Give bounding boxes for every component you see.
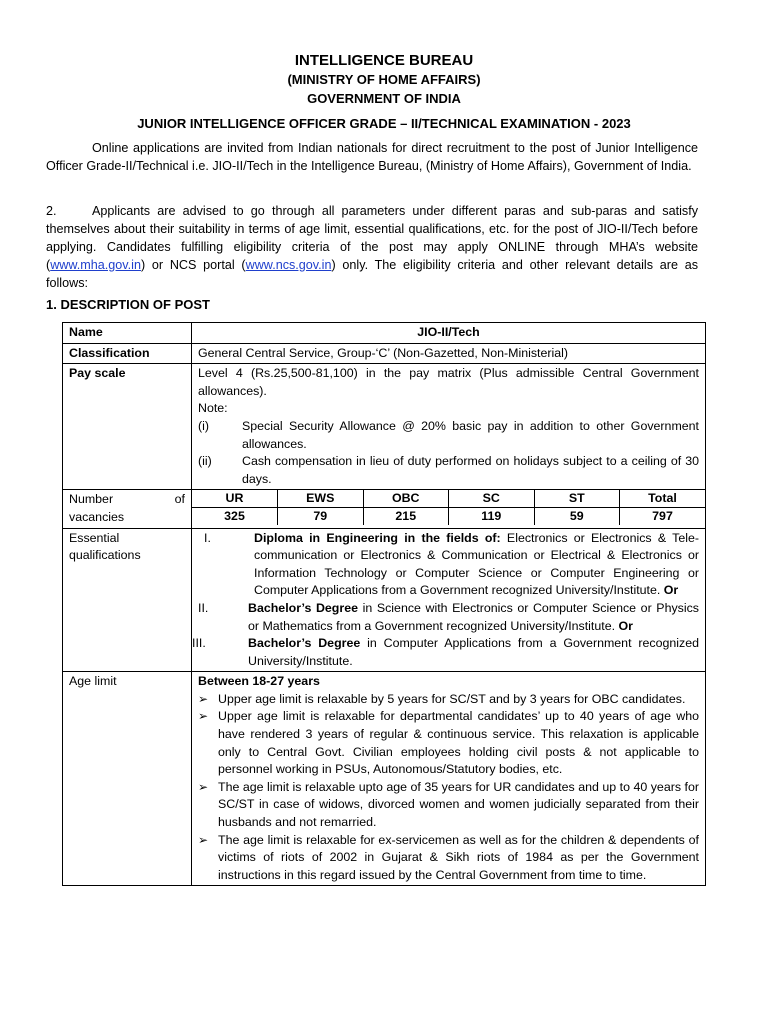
qualification-bold: Diploma in Engineering in the fields of: [254, 530, 501, 545]
vacancy-header: UR [192, 490, 278, 508]
age-limit-cell [192, 672, 706, 886]
arrow-bullet-icon: ➢ [198, 832, 209, 847]
paragraph-number: 2. [46, 204, 57, 218]
qualification-text: Electronics or Electronics & Tele-communication or Electronics & Communication or Electrical & Electronics or Information Technology or Computer Science or Computer Engineering or Computer Applications from a Government recognized University/Institute. [254, 530, 699, 598]
vacancies-cell [192, 490, 706, 528]
vacancies-label-b: of [174, 492, 185, 507]
arrow-bullet-icon: ➢ [198, 691, 209, 706]
government-title: GOVERNMENT OF INDIA [307, 91, 461, 106]
age-limit-label: Age limit [63, 672, 192, 886]
paragraph-2-text-a: Applicants are advised to go through all parameters under different paras and sub-paras and satisfy themselves about their suitability in terms of age limit, essential qualifications, etc. for the post of JIO-II/Tech before applying. Candidates fulfilling eligibility criteria of the post may apply ONLINE through MHA’s website ( [46, 204, 698, 272]
paragraph-2 [46, 202, 698, 292]
paragraph-2-text-c: ) only. The eligibility criteria and other relevant details are as follows: [46, 258, 698, 290]
paragraph-2-text-b: ) or NCS portal ( [140, 258, 246, 272]
vacancy-header: ST [534, 490, 620, 508]
note-item [198, 418, 699, 453]
qualification-text: in Science with Electronics or Computer Science or Physics or Mathematics from a Government recognized University/Institute. [248, 600, 699, 633]
vacancy-value-row [192, 508, 705, 526]
intro-paragraph [46, 139, 698, 175]
qualifications-label: Essential qualifications [63, 528, 192, 672]
exam-title: JUNIOR INTELLIGENCE OFFICER GRADE – II/TECHNICAL EXAMINATION - 2023 [137, 116, 631, 131]
arrow-bullet-icon: ➢ [198, 709, 209, 724]
note-number: (i) [198, 418, 210, 433]
vacancies-label-c: vacancies [69, 509, 125, 524]
qualification-number: I. [204, 530, 211, 545]
table-row [63, 490, 706, 528]
intro-text: Online applications are invited from Indian nationals for direct recruitment to the post of Junior Intelligence Officer Grade-II/Technical i.e. JIO-II/Tech in the Intelligence Bureau, (Ministry of Home Affairs), Government of India. [46, 141, 698, 173]
list-item: ➢ The age limit is relaxable for ex-servicemen as well as for the children & dependents of victims of riots of 2002 in Gujarat & Sikh riots of 1984 as per the Government instructions in this regard issued by the Central Government from time to time. [198, 832, 699, 885]
note-text: Special Security Allowance @ 20% basic pay in addition to other Government allowances. [242, 418, 699, 451]
vacancy-value: 215 [363, 508, 449, 526]
vacancy-value: 79 [278, 508, 364, 526]
list-item: ➢ The age limit is relaxable upto age of 35 years for UR candidates and up to 40 years for SC/ST in case of widows, divorced women and women judicially separated from their husbands and not remarried. [198, 779, 699, 832]
name-label: Name [63, 323, 192, 344]
qualification-item [198, 600, 699, 635]
name-value: JIO-II/Tech [192, 323, 706, 344]
qualification-bold: Bachelor’s Degree [248, 636, 361, 651]
vacancy-header-row [192, 490, 705, 508]
qualification-item [198, 530, 699, 600]
vacancy-header: SC [449, 490, 535, 508]
qualifications-cell [192, 528, 706, 672]
vacancy-header: OBC [363, 490, 449, 508]
vacancy-header: EWS [278, 490, 364, 508]
vacancies-table [192, 490, 705, 525]
table-row [63, 364, 706, 490]
ministry-title: (MINISTRY OF HOME AFFAIRS) [287, 72, 481, 87]
age-heading: Between 18-27 years [198, 674, 320, 689]
table-row [63, 672, 706, 886]
qualification-number: II. [198, 600, 209, 615]
classification-label: Classification [63, 343, 192, 364]
org-title: INTELLIGENCE BUREAU [294, 52, 474, 69]
ncs-portal-link[interactable]: www.ncs.gov.in [245, 258, 332, 272]
qualification-item [192, 635, 699, 670]
table-row [63, 343, 706, 364]
payscale-text: Level 4 (Rs.25,500-81,100) in the pay matrix (Plus admissible Central Government allowances). [198, 366, 699, 398]
age-relaxation-list [198, 691, 699, 885]
post-description-table [62, 322, 706, 886]
list-item: ➢ Upper age limit is relaxable for departmental candidates’ up to 40 years of age who have rendered 3 years of regular & continuous service. This relaxation is applicable only to Central Govt. Civilian employees holding civil posts & not applicable to personnel working in PSUs, Autonomous/Statutory bodies, etc. [198, 708, 699, 778]
table-row [63, 528, 706, 672]
payscale-cell [192, 364, 706, 490]
vacancies-label [63, 490, 192, 528]
qualification-or: Or [660, 583, 679, 598]
vacancy-value: 119 [449, 508, 535, 526]
vacancy-value: 797 [620, 508, 706, 526]
note-text: Cash compensation in lieu of duty performed on holidays subject to a ceiling of 30 days. [242, 454, 699, 486]
qualification-text: in Computer Applications from a Government recognized University/Institute. [248, 636, 699, 668]
vacancy-value: 325 [192, 508, 278, 526]
qualification-bold: Bachelor’s Degree [248, 600, 358, 615]
note-label: Note: [198, 401, 228, 416]
note-number: (ii) [198, 454, 212, 469]
vacancies-label-a: Number [69, 492, 114, 507]
vacancy-value: 59 [534, 508, 620, 526]
vacancy-header: Total [620, 490, 706, 508]
qualification-or: Or [615, 618, 633, 633]
note-item [198, 453, 699, 488]
mha-website-link[interactable]: www.mha.gov.in [50, 258, 141, 272]
payscale-label: Pay scale [63, 364, 192, 490]
list-item: ➢ Upper age limit is relaxable by 5 years for SC/ST and by 3 years for OBC candidates. [198, 691, 699, 709]
classification-value: General Central Service, Group-‘C’ (Non-Gazetted, Non-Ministerial) [192, 343, 706, 364]
arrow-bullet-icon: ➢ [198, 779, 209, 794]
table-row [63, 323, 706, 344]
section-title: 1. DESCRIPTION OF POST [46, 297, 210, 312]
qualification-number: III. [192, 636, 206, 651]
